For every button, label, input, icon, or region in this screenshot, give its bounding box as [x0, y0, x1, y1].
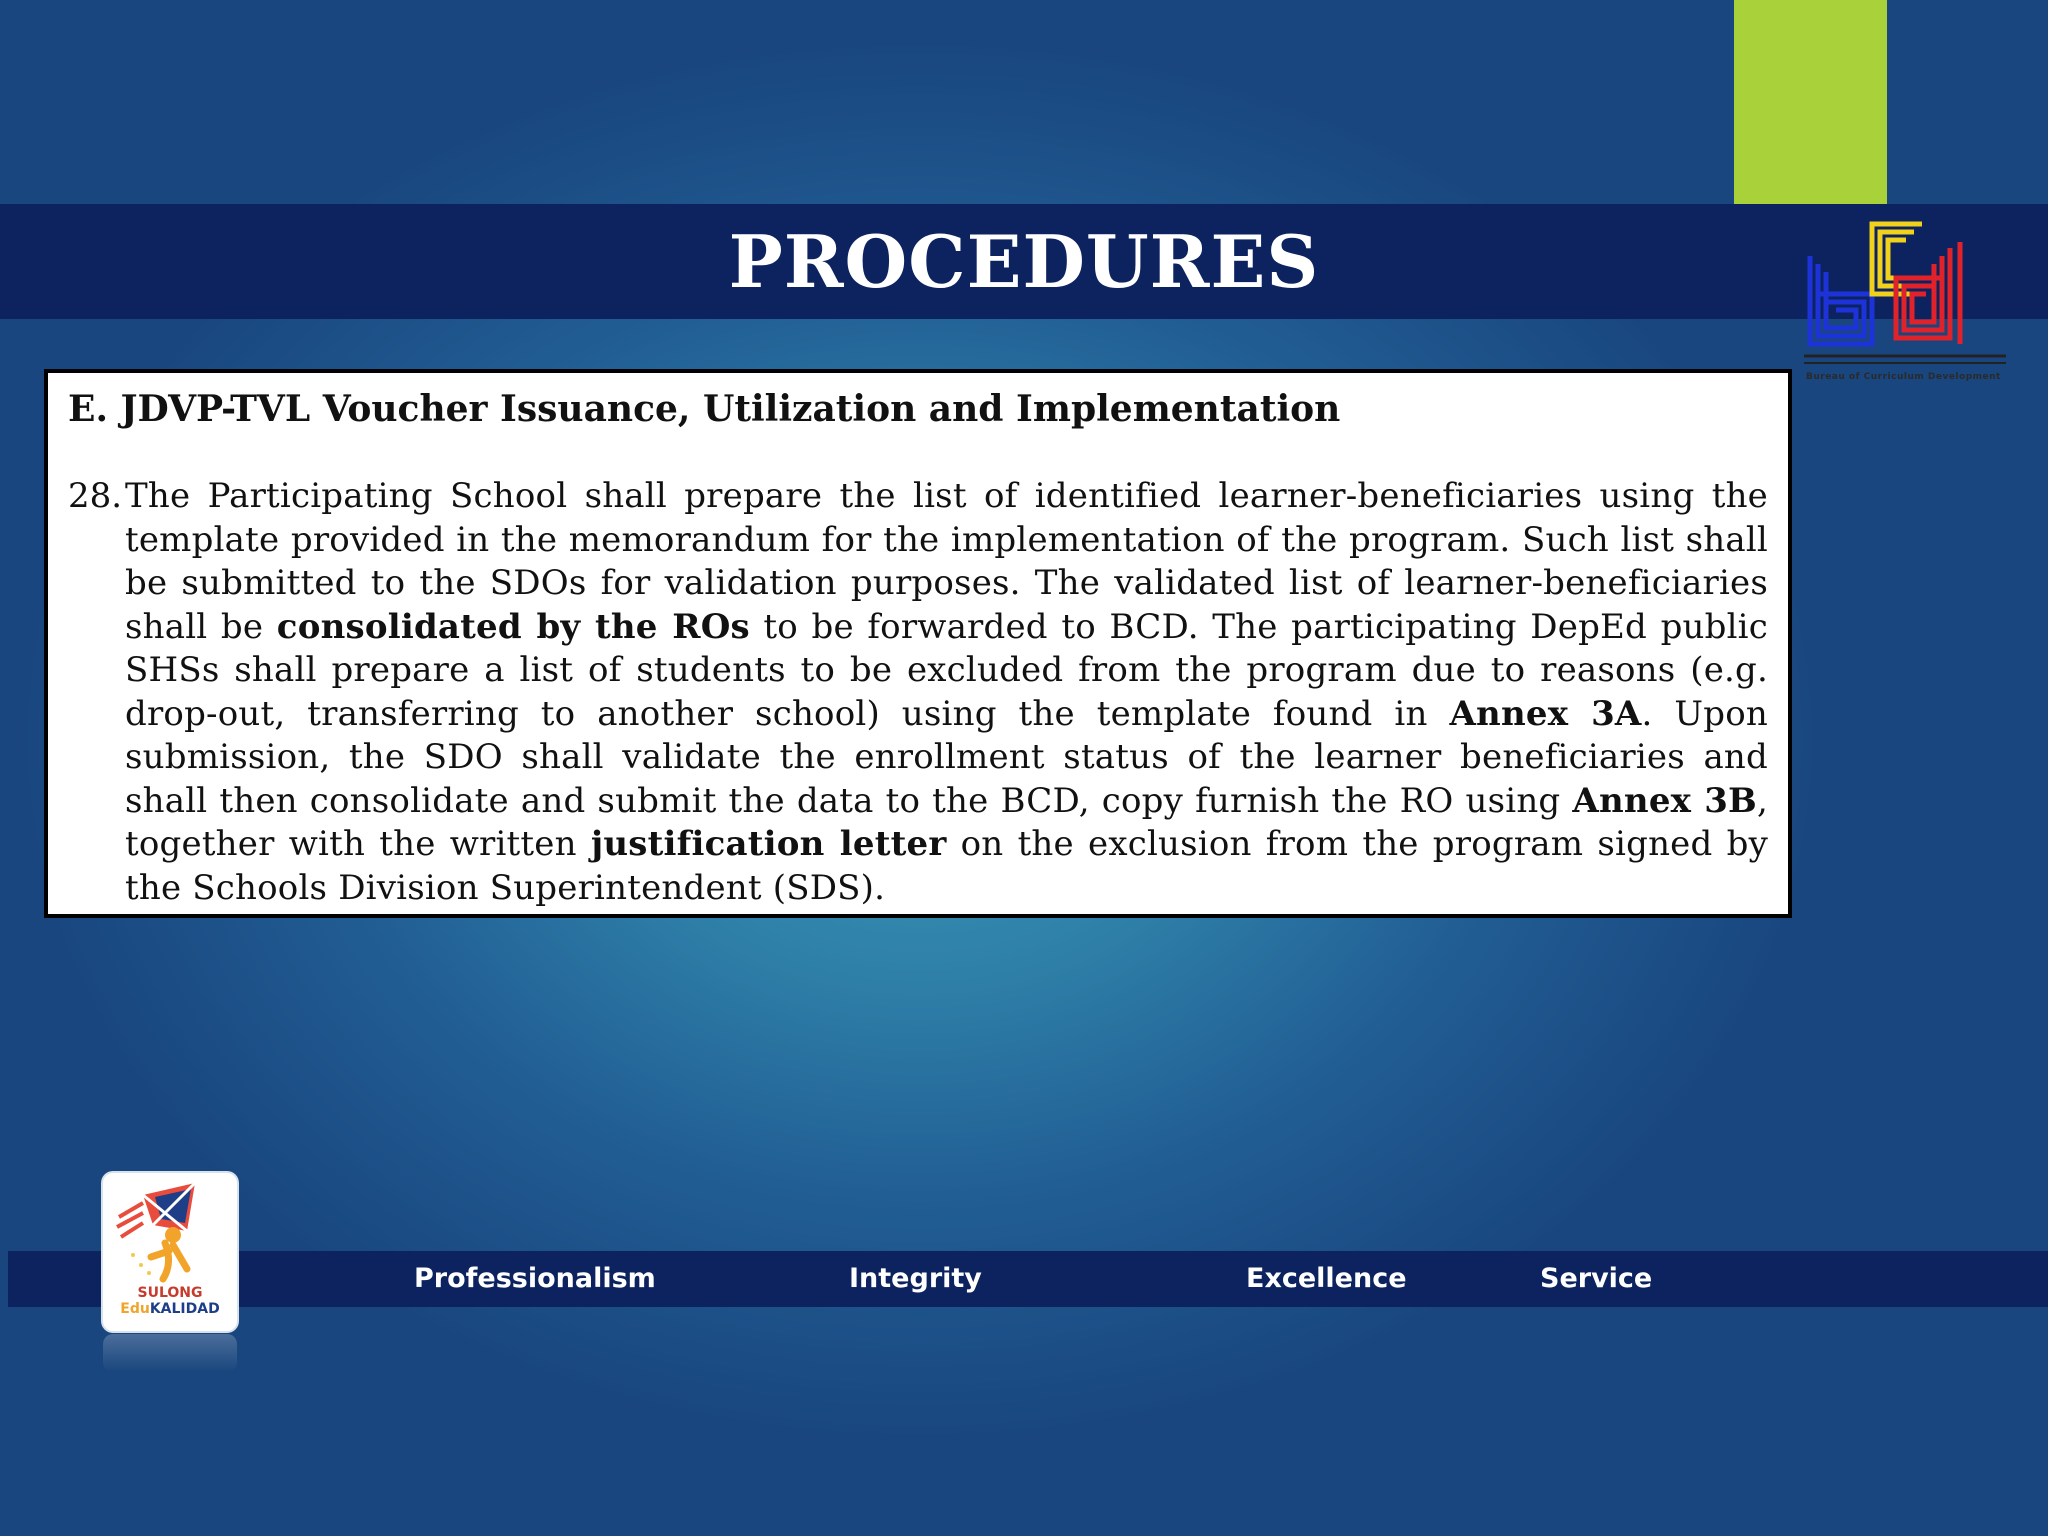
- paragraph-segment: to be forwarded to BCD. The participating DepEd public SHSs shall prepare a list of students to be excluded from the program due to reasons (e.g. drop-out, transferring to another school) using the template found in: [125, 606, 1768, 734]
- paragraph-segment-bold: Annex 3A: [1449, 693, 1642, 734]
- title-band: [0, 204, 2048, 319]
- slide-title: PROCEDURES: [728, 219, 1320, 304]
- bcd-logo-caption: Bureau of Curriculum Development: [1806, 372, 2001, 382]
- paragraph-segment: The Participating School shall prepare the list of identified learner-beneficiaries using the template provided in the memorandum for the implementation of the program. Such list shall be submitted to the SDOs for validation purposes. The validated list of learner-beneficiaries shall be: [125, 476, 1768, 647]
- paragraph-number: 28.: [68, 476, 123, 516]
- section-heading: E. JDVP-TVL Voucher Issuance, Utilization and Implementation: [68, 388, 1341, 430]
- footer-value-service: Service: [1540, 1263, 1653, 1294]
- sulong-logo-line1: SULONG: [137, 1285, 203, 1301]
- numbered-paragraph: [68, 475, 1768, 910]
- paragraph-segment-bold: Annex 3B: [1572, 780, 1757, 821]
- kite-figure-icon: [103, 1173, 237, 1285]
- footer-value-excellence: Excellence: [1246, 1263, 1407, 1294]
- sulong-logo-reflection: [103, 1334, 237, 1372]
- sulong-logo-line2-rest: KALIDAD: [149, 1301, 220, 1317]
- paragraph-segment: , together with the written: [125, 780, 1768, 864]
- accent-bar: [1734, 0, 1887, 204]
- content-box: [44, 369, 1792, 918]
- paragraph-segment-bold: justification letter: [590, 824, 947, 864]
- paragraph-segment-bold: consolidated by the ROs: [276, 606, 750, 647]
- sulong-logo-line2: [103, 1301, 237, 1318]
- footer-value-professionalism: Professionalism: [414, 1263, 656, 1294]
- paragraph-segment: . Upon submission, the SDO shall validate the enrollment status of the learner beneficiaries and shall then consolidate and submit the data to the BCD, copy furnish the RO using: [125, 693, 1768, 821]
- paragraph-segment: on the exclusion from the program signed by the Schools Division Superintendent (SDS).: [125, 824, 1768, 908]
- footer-value-integrity: Integrity: [849, 1263, 982, 1294]
- paragraph-body: [125, 475, 1768, 910]
- bcd-logo: [1800, 216, 2010, 386]
- sulong-logo-line2-prefix: Edu: [120, 1301, 150, 1317]
- sulong-edukalidad-logo: [103, 1173, 237, 1331]
- footer-band: [8, 1251, 2048, 1307]
